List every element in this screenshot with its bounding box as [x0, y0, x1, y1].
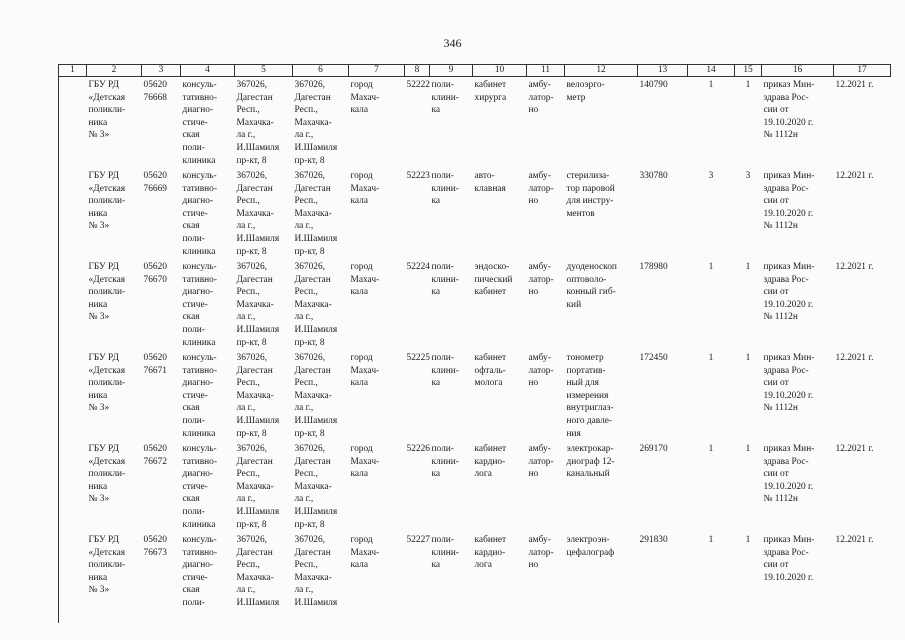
page-number: 346	[443, 36, 462, 50]
column-header: 4	[181, 65, 235, 77]
legal-address-cell: 367026, Дагестан Респ., Махачка- ла г., И.Шамиля пр-кт, 8	[236, 444, 280, 530]
equipment-cell: электроэн- цефалограф	[566, 535, 615, 558]
code-cell: 05620 76669	[143, 171, 167, 194]
quantity-needed-cell: 1	[745, 353, 751, 363]
legal-basis-cell: приказ Мин- здрава Рос- сии от 19.10.2020 г. № 1112н	[763, 262, 815, 323]
org-type-cell: консуль- тативно- диагно- стиче- ская поли- клиника	[182, 171, 217, 257]
organization-cell: ГБУ РД «Детская поликли- ника № 3»	[88, 171, 126, 232]
department-cell: кабинет кардио- лога	[474, 535, 507, 571]
column-header: 9	[430, 65, 473, 77]
actual-address-cell: 367026, Дагестан Респ., Махачка- ла г., И.Шамиля пр-кт, 8	[294, 444, 338, 530]
table-row	[59, 532, 891, 623]
row-index-cell	[59, 441, 87, 532]
row-index-cell	[59, 77, 87, 169]
quantity-needed-cell: 1	[745, 80, 751, 90]
legal-address-cell: 367026, Дагестан Респ., Махачка- ла г., И.Шамиля пр-кт, 8	[236, 262, 280, 348]
id-cell: 52222	[406, 80, 430, 90]
code-cell: 05620 76671	[143, 353, 167, 376]
code-cell: 05620 76670	[143, 262, 167, 285]
column-header: 13	[638, 65, 688, 77]
department-cell: кабинет хирурга	[474, 80, 507, 103]
unit-cell: поли- клини- ка	[431, 353, 459, 389]
column-header: 1	[59, 65, 87, 77]
code-cell: 05620 76672	[143, 444, 167, 467]
code-cell: 05620 76668	[143, 80, 167, 103]
department-cell: кабинет кардио- лога	[474, 444, 507, 480]
quantity-needed-cell: 1	[745, 444, 751, 454]
column-header: 17	[834, 65, 891, 77]
locality-cell: город Махач- кала	[350, 353, 380, 389]
department-cell: эндоско- пический кабинет	[474, 262, 513, 298]
column-header: 5	[235, 65, 293, 77]
quantity-cell: 1	[708, 444, 714, 454]
table-row	[59, 168, 891, 259]
equipment-cell: электрокар- диограф 12- канальный	[566, 444, 615, 480]
table-body	[59, 77, 891, 624]
org-type-cell: консуль- тативно- диагно- стиче- ская поли- клиника	[182, 262, 217, 348]
legal-basis-cell: приказ Мин- здрава Рос- сии от 19.10.2020 г. № 1112н	[763, 171, 815, 232]
legal-address-cell: 367026, Дагестан Респ., Махачка- ла г., И.Шамиля пр-кт, 8	[236, 171, 280, 257]
column-header: 12	[565, 65, 638, 77]
unit-cell: поли- клини- ка	[431, 535, 459, 571]
legal-basis-cell: приказ Мин- здрава Рос- сии от 19.10.2020 г. № 1112н	[763, 80, 815, 141]
department-cell: кабинет офталь- молога	[474, 353, 507, 389]
date-cell: 12.2021 г.	[835, 80, 874, 90]
care-condition-cell: амбу- латор- но	[528, 171, 554, 207]
table-row	[59, 259, 891, 350]
equipment-cell: велоэрго- метр	[566, 80, 605, 103]
care-condition-cell: амбу- латор- но	[528, 444, 554, 480]
price-cell: 269170	[639, 444, 668, 454]
id-cell: 52226	[406, 444, 430, 454]
org-type-cell: консуль- тативно- диагно- стиче- ская поли- клиника	[182, 444, 217, 530]
organization-cell: ГБУ РД «Детская поликли- ника № 3»	[88, 535, 126, 596]
column-header: 3	[142, 65, 181, 77]
table-row	[59, 441, 891, 532]
date-cell: 12.2021 г.	[835, 535, 874, 545]
date-cell: 12.2021 г.	[835, 171, 874, 181]
quantity-cell: 1	[708, 353, 714, 363]
quantity-cell: 1	[708, 262, 714, 272]
locality-cell: город Махач- кала	[350, 262, 380, 298]
care-condition-cell: амбу- латор- но	[528, 262, 554, 298]
organization-cell: ГБУ РД «Детская поликли- ника № 3»	[88, 80, 126, 141]
table-row	[59, 77, 891, 169]
equipment-cell: тонометр портатив- ный для измерения внутриглаз- ного давле- ния	[566, 353, 614, 439]
legal-address-cell: 367026, Дагестан Респ., Махачка- ла г., И.Шамиля	[236, 535, 280, 608]
table-row	[59, 350, 891, 441]
care-condition-cell: амбу- латор- но	[528, 353, 554, 389]
quantity-needed-cell: 3	[745, 171, 751, 181]
id-cell: 52224	[406, 262, 430, 272]
date-cell: 12.2021 г.	[835, 262, 874, 272]
row-index-cell	[59, 259, 87, 350]
department-cell: авто- клавная	[474, 171, 506, 194]
legal-address-cell: 367026, Дагестан Респ., Махачка- ла г., И.Шамиля пр-кт, 8	[236, 80, 280, 166]
price-cell: 178980	[639, 262, 668, 272]
quantity-cell: 1	[708, 80, 714, 90]
id-cell: 52227	[406, 535, 430, 545]
org-type-cell: консуль- тативно- диагно- стиче- ская поли- клиника	[182, 80, 217, 166]
header-row	[59, 65, 891, 77]
actual-address-cell: 367026, Дагестан Респ., Махачка- ла г., И.Шамиля пр-кт, 8	[294, 353, 338, 439]
quantity-cell: 3	[708, 171, 714, 181]
row-index-cell	[59, 350, 87, 441]
price-cell: 291830	[639, 535, 668, 545]
row-index-cell	[59, 532, 87, 623]
date-cell: 12.2021 г.	[835, 353, 874, 363]
actual-address-cell: 367026, Дагестан Респ., Махачка- ла г., И.Шамиля пр-кт, 8	[294, 171, 338, 257]
locality-cell: город Махач- кала	[350, 80, 380, 116]
organization-cell: ГБУ РД «Детская поликли- ника № 3»	[88, 444, 126, 505]
column-header: 6	[293, 65, 349, 77]
organization-cell: ГБУ РД «Детская поликли- ника № 3»	[88, 353, 126, 414]
care-condition-cell: амбу- латор- но	[528, 535, 554, 571]
id-cell: 52225	[406, 353, 430, 363]
legal-basis-cell: приказ Мин- здрава Рос- сии от 19.10.2020 г.	[763, 535, 815, 583]
actual-address-cell: 367026, Дагестан Респ., Махачка- ла г., И.Шамиля пр-кт, 8	[294, 80, 338, 166]
id-cell: 52223	[406, 171, 430, 181]
locality-cell: город Махач- кала	[350, 171, 380, 207]
row-index-cell	[59, 168, 87, 259]
unit-cell: поли- клини- ка	[431, 262, 459, 298]
actual-address-cell: 367026, Дагестан Респ., Махачка- ла г., И.Шамиля пр-кт, 8	[294, 262, 338, 348]
column-header: 7	[349, 65, 405, 77]
legal-basis-cell: приказ Мин- здрава Рос- сии от 19.10.2020 г. № 1112н	[763, 353, 815, 414]
org-type-cell: консуль- тативно- диагно- стиче- ская поли- клиника	[182, 353, 217, 439]
registry-table	[58, 64, 891, 623]
legal-address-cell: 367026, Дагестан Респ., Махачка- ла г., И.Шамиля пр-кт, 8	[236, 353, 280, 439]
date-cell: 12.2021 г.	[835, 444, 874, 454]
unit-cell: поли- клини- ка	[431, 444, 459, 480]
price-cell: 172450	[639, 353, 668, 363]
locality-cell: город Махач- кала	[350, 444, 380, 480]
price-cell: 330780	[639, 171, 668, 181]
equipment-cell: стерилиза- тор паровой для инстру- ментов	[566, 171, 615, 219]
column-header: 10	[473, 65, 527, 77]
column-header: 2	[87, 65, 142, 77]
org-type-cell: консуль- тативно- диагно- стиче- ская поли-	[182, 535, 217, 608]
quantity-needed-cell: 1	[745, 262, 751, 272]
organization-cell: ГБУ РД «Детская поликли- ника № 3»	[88, 262, 126, 323]
column-header: 16	[762, 65, 834, 77]
unit-cell: поли- клини- ка	[431, 171, 459, 207]
quantity-needed-cell: 1	[745, 535, 751, 545]
care-condition-cell: амбу- латор- но	[528, 80, 554, 116]
legal-basis-cell: приказ Мин- здрава Рос- сии от 19.10.2020 г. № 1112н	[763, 444, 815, 505]
actual-address-cell: 367026, Дагестан Респ., Махачка- ла г., И.Шамиля	[294, 535, 338, 608]
column-header: 15	[735, 65, 762, 77]
column-header: 8	[405, 65, 430, 77]
unit-cell: поли- клини- ка	[431, 80, 459, 116]
equipment-cell: дуоденоскоп оптоволо- конный гиб- кий	[566, 262, 617, 310]
price-cell: 140790	[639, 80, 668, 90]
column-header: 14	[688, 65, 735, 77]
column-header: 11	[527, 65, 565, 77]
locality-cell: город Махач- кала	[350, 535, 380, 571]
code-cell: 05620 76673	[143, 535, 167, 558]
quantity-cell: 1	[708, 535, 714, 545]
